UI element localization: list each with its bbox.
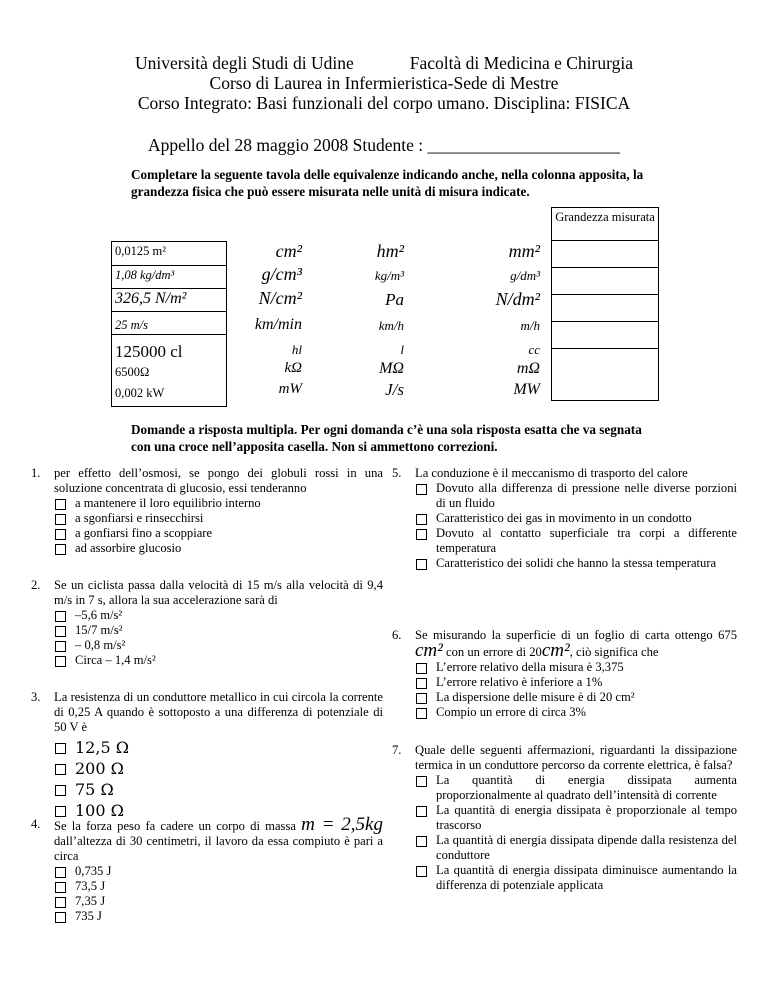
option-text: Compio un errore di circa 3% [436, 705, 587, 719]
value-row-4: 25 m/s [115, 318, 148, 332]
question-text: La resistenza di un conduttore metallico in cui circola la corrente di 0,25 A quando è sottoposto a una differenza di potenziale di 50 V è [54, 690, 383, 734]
checkbox[interactable] [416, 708, 427, 719]
question-2 [31, 578, 383, 668]
c2-row-2: kg/m³ [374, 268, 404, 283]
c3-row-6: mΩ [516, 360, 540, 377]
checkbox[interactable] [416, 678, 427, 689]
c1-row-3: N/cm² [258, 288, 302, 308]
c1-row-7: mW [278, 381, 302, 397]
option-text: La quantità di energia dissipata aumenta proporzionalmente al quadrato dell’intensità di corrente [436, 773, 737, 802]
c1-row-5: hl [291, 342, 302, 357]
option-text: La quantità di energia dissipata è proporzionale al tempo trascorso [436, 803, 737, 832]
c2-row-3: Pa [385, 290, 404, 309]
c3-row-4: m/h [520, 318, 540, 333]
checkbox[interactable] [55, 641, 66, 652]
checkbox[interactable] [55, 764, 66, 775]
checkbox[interactable] [55, 785, 66, 796]
value-row-3: 326,5 N/m² [115, 290, 187, 307]
value-row-2: 1,08 kg/dm³ [115, 268, 175, 282]
option-text: La dispersione delle misure è di 20 cm² [436, 690, 635, 704]
c3-row-7: MW [513, 381, 540, 398]
grandezza-cell[interactable] [552, 241, 658, 268]
checkbox[interactable] [55, 882, 66, 893]
checkbox[interactable] [416, 836, 427, 847]
option-text: 75 Ω [75, 780, 114, 799]
question-text: Se un ciclista passa dalla velocità di 15 m/s alla velocità di 9,4 m/s in 7 s, allora la sua accelerazione sarà di [54, 578, 383, 607]
course-name: Corso di Laurea in Infermieristica-Sede di Mestre [209, 73, 559, 93]
checkbox[interactable] [416, 866, 427, 877]
option-text: Dovuto alla differenza di pressione nelle diverse porzioni di un fluido [436, 481, 737, 510]
question-number: 1. [31, 466, 41, 480]
grandezza-cell[interactable] [552, 295, 658, 322]
checkbox[interactable] [55, 912, 66, 923]
option-text: – 0,8 m/s² [75, 638, 126, 652]
instructions-multiple-choice: Domande a risposta multipla. Per ogni domanda c’è una sola risposta esatta che va segnata con una croce nell’apposita casella. Non si ammettono correzioni. [131, 422, 642, 454]
option-text: a gonfiarsi fino a scoppiare [75, 526, 213, 540]
checkbox[interactable] [55, 499, 66, 510]
option-text: Caratteristico dei solidi che hanno la stessa temperatura [436, 556, 717, 570]
option-text: 0,735 J [75, 864, 112, 878]
checkbox[interactable] [55, 867, 66, 878]
option-text: 200 Ω [75, 759, 124, 778]
option-text: 735 J [75, 909, 102, 923]
question-text: Se la forza peso fa cadere un corpo di massa m = 2,5kg dall’altezza di 30 centimetri, il lavoro da essa compiuto è pari a circa [54, 814, 383, 863]
question-text: Quale delle seguenti affermazioni, riguardanti la dissipazione termica in un conduttore percorso da corrente elettrica, è falsa? [415, 743, 737, 772]
c2-row-5: l [400, 342, 404, 357]
value-row-5: 125000 cl [115, 342, 183, 361]
question-number: 6. [392, 628, 402, 642]
question-6 [392, 628, 737, 720]
question-7 [392, 743, 737, 893]
checkbox[interactable] [55, 626, 66, 637]
option-text: Circa – 1,4 m/s² [75, 653, 156, 667]
c3-row-2: g/dm³ [510, 268, 540, 283]
question-number: 5. [392, 466, 402, 480]
c3-row-1: mm² [508, 241, 540, 261]
question-number: 4. [31, 817, 41, 831]
checkbox[interactable] [55, 529, 66, 540]
question-text: La conduzione è il meccanismo di trasporto del calore [415, 466, 688, 480]
option-text: ad assorbire glucosio [75, 541, 182, 555]
option-text: 12,5 Ω [75, 738, 129, 757]
instructions-equivalences: Completare la seguente tavola delle equivalenze indicando anche, nella colonna apposita, la grandezza fisica che può essere misurata nelle unità di misura indicate. [131, 167, 644, 199]
checkbox[interactable] [55, 743, 66, 754]
header-line-1 [0, 53, 768, 73]
checkbox[interactable] [416, 514, 427, 525]
grandezza-cell[interactable] [552, 349, 658, 401]
option-text: La quantità di energia dissipata dipende dalla resistenza del conduttore [436, 833, 737, 862]
grandezza-column [551, 207, 659, 401]
checkbox[interactable] [55, 544, 66, 555]
c2-row-7: J/s [385, 380, 404, 399]
value-row-6: 6500Ω [115, 365, 150, 379]
option-text: 15/7 m/s² [75, 623, 123, 637]
option-text: L’errore relativo è inferiore a 1% [436, 675, 603, 689]
faculty-name: Facoltà di Medicina e Chirurgia [409, 53, 633, 73]
c1-row-4: km/min [254, 316, 302, 333]
course-discipline: Corso Integrato: Basi funzionali del corpo umano. Disciplina: FISICA [137, 93, 631, 113]
option-text: L’errore relativo della misura è 3,375 [436, 660, 624, 674]
question-1 [31, 466, 383, 556]
option-text: a mantenere il loro equilibrio interno [75, 496, 261, 510]
grandezza-cell[interactable] [552, 268, 658, 295]
checkbox[interactable] [55, 897, 66, 908]
checkbox[interactable] [416, 663, 427, 674]
checkbox[interactable] [416, 776, 427, 787]
c1-row-6: kΩ [284, 360, 302, 376]
option-text: La quantità di energia dissipata diminuisce aumentando la differenza di potenziale applicata [436, 863, 737, 892]
c1-row-1: cm² [275, 241, 302, 261]
question-number: 7. [392, 743, 402, 757]
mass-formula: m = 2,5kg [301, 814, 383, 835]
question-5 [392, 466, 737, 571]
checkbox[interactable] [416, 484, 427, 495]
value-row-1: 0,0125 m² [115, 244, 166, 258]
checkbox[interactable] [416, 559, 427, 570]
c2-row-6: MΩ [379, 360, 404, 377]
option-text: 73,5 J [75, 879, 106, 893]
checkbox[interactable] [55, 514, 66, 525]
option-text: Dovuto al contatto superficiale tra corpi a differente temperatura [436, 526, 737, 555]
checkbox[interactable] [55, 806, 66, 817]
question-3 [31, 690, 383, 824]
c1-row-2: g/cm³ [261, 264, 302, 284]
checkbox[interactable] [55, 611, 66, 622]
university-name: Università degli Studi di Udine [135, 53, 354, 73]
option-text: Caratteristico dei gas in movimento in un condotto [436, 511, 692, 525]
question-text: per effetto dell’osmosi, se pongo dei globuli rossi in una soluzione concentrata di glucosio, essi tenderanno [54, 466, 383, 495]
grandezza-cell[interactable] [552, 322, 658, 349]
c2-row-1: hm² [376, 241, 404, 261]
option-text: 7,35 J [75, 894, 106, 908]
value-row-7: 0,002 kW [115, 386, 165, 400]
question-text: Se misurando la superficie di un foglio di carta ottengo 675 cm² con un errore di 20cm², ciò significa che [415, 628, 737, 661]
exam-date-student: Appello del 28 maggio 2008 Studente : ______________________ [148, 135, 620, 155]
checkbox[interactable] [55, 656, 66, 667]
c3-row-3: N/dm² [495, 289, 540, 309]
checkbox[interactable] [416, 806, 427, 817]
grandezza-header: Grandezza misurata [552, 208, 658, 241]
c2-row-4: km/h [378, 318, 404, 333]
question-4 [31, 814, 383, 924]
checkbox[interactable] [416, 693, 427, 704]
question-number: 3. [31, 690, 41, 704]
question-number: 2. [31, 578, 41, 592]
option-text: 100 Ω [75, 801, 124, 820]
option-text: a sgonfiarsi e rinsecchirsi [75, 511, 204, 525]
c3-row-5: cc [528, 342, 540, 357]
checkbox[interactable] [416, 529, 427, 540]
option-text: –5,6 m/s² [75, 608, 123, 622]
